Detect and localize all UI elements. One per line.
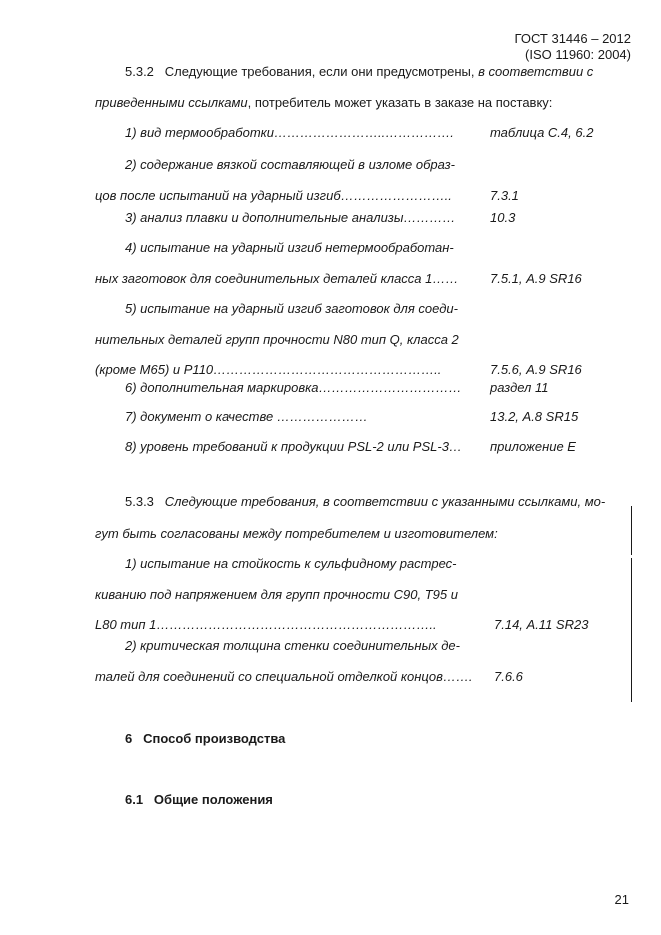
clause-number: 5.3.3 <box>125 494 154 509</box>
list-item-ref: приложение Е <box>490 439 576 454</box>
page-number: 21 <box>614 892 629 907</box>
list-item-text: 1) вид термообработки……………………..……………. <box>125 125 454 140</box>
clause-5-3-2-intro <box>125 64 593 80</box>
list-item-text: талей для соединений со специальной отделкой концов……. <box>95 669 473 684</box>
section-number: 6.1 <box>125 792 144 807</box>
list-item-text: 8) уровень требований к продукции PSL-2 или PSL-3… <box>125 439 462 454</box>
change-bar <box>631 506 632 555</box>
list-item-ref: 7.5.1, А.9 SR16 <box>490 271 582 286</box>
list-item-text: 6) дополнительная маркировка…………………………… <box>125 380 462 395</box>
clause-5-3-3-intro <box>125 494 605 510</box>
standard-number: ГОСТ 31446 – 2012 <box>514 31 631 46</box>
clause-text-italic: приведенными ссылками <box>95 95 248 110</box>
list-item-ref: 7.6.6 <box>494 669 523 684</box>
clause-text-italic: в соответствии с <box>478 64 594 79</box>
list-item-text: нительных деталей групп прочности N80 тип Q, класса 2 <box>95 332 459 347</box>
list-item-text: 7) документ о качестве ………………… <box>125 409 368 424</box>
list-item-text: ных заготовок для соединительных деталей класса 1…… <box>95 271 459 286</box>
list-item-text: L80 тип 1……………………………………………………….. <box>95 617 437 632</box>
clause-5-3-3-line2: гут быть согласованы между потребителем и изготовителем: <box>95 526 498 541</box>
iso-number: (ISO 11960: 2004) <box>525 47 631 62</box>
list-item-ref: 13.2, А.8 SR15 <box>490 409 579 424</box>
clause-5-3-2-line2 <box>95 95 552 111</box>
section-heading <box>125 731 285 747</box>
list-item-text: 2) критическая толщина стенки соединительных де- <box>125 638 460 653</box>
list-item-text: (кроме М65) и Р110…………………………………………….. <box>95 362 442 377</box>
list-item-text: 4) испытание на ударный изгиб нетермообработан- <box>125 240 454 255</box>
section-title: Общие положения <box>153 792 273 807</box>
list-item-ref: 10.3 <box>490 210 516 225</box>
list-item-ref: 7.5.6, А.9 SR16 <box>490 362 582 377</box>
list-item-text: 2) содержание вязкой составляющей в изломе образ- <box>125 157 455 172</box>
list-item-text: 3) анализ плавки и дополнительные анализы………… <box>125 210 456 225</box>
section-title: Способ производства <box>143 731 286 746</box>
list-item-text: 1) испытание на стойкость к сульфидному растрес- <box>125 556 457 571</box>
subsection-heading <box>125 792 273 808</box>
list-item-ref: таблица С.4, 6.2 <box>490 125 594 140</box>
list-item-ref: раздел 11 <box>490 380 549 395</box>
clause-text: Следующие требования, если они предусмотрены, <box>164 64 475 79</box>
list-item-text: киванию под напряжением для групп прочности С90, Т95 и <box>95 587 458 602</box>
list-item-ref: 7.14, А.11 SR23 <box>494 617 589 632</box>
clause-number: 5.3.2 <box>125 64 154 79</box>
list-item-text: 5) испытание на ударный изгиб заготовок для соеди- <box>125 301 458 316</box>
section-number: 6 <box>125 731 133 746</box>
list-item-text: цов после испытаний на ударный изгиб…………………….. <box>95 188 452 203</box>
list-item-ref: 7.3.1 <box>490 188 519 203</box>
clause-text-italic: Следующие требования, в соответствии с указанными ссылками, мо- <box>164 494 606 509</box>
change-bar <box>631 558 632 702</box>
clause-text: , потребитель может указать в заказе на поставку: <box>247 95 553 110</box>
